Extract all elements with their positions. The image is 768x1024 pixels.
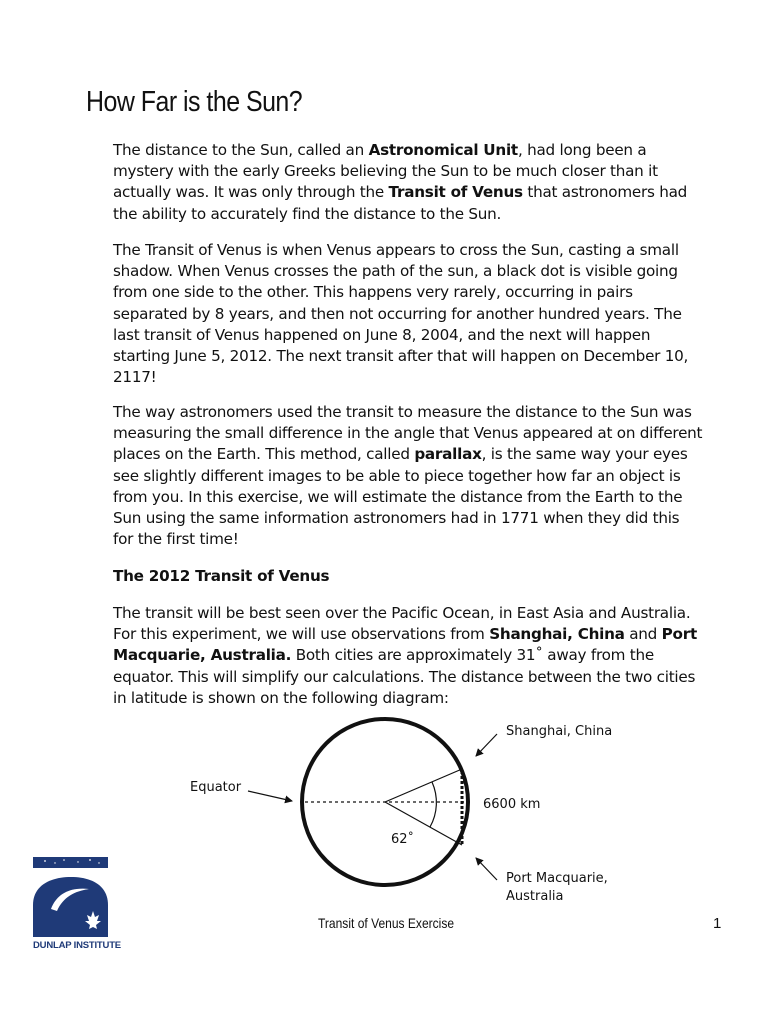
dunlap-institute-logo [33, 857, 111, 952]
port-macquarie-arrow [476, 858, 497, 880]
page-number: 1 [713, 915, 722, 932]
bold-term-astronomical-unit: Astronomical Unit [368, 141, 518, 159]
paragraph-transit-description: The Transit of Venus is when Venus appears to cross the Sun, casting a small shadow. When Venus crosses the path of the sun, a black dot is visible going from one side to the other. This happens very rarely, occurring in pairs separated by 8 years, and then not occurring for another hundred years. The last transit of Venus happened on June 8, 2004, and the next will happen starting June 5, 2012. The next transit after that will happen on December 10, 2117! [113, 241, 689, 387]
label-shanghai: Shanghai, China [506, 724, 613, 739]
text-run: The way astronomers used the transit to measure the distance to the Sun was measuring the small difference in the angle that Venus appeared at on different places on the Earth. This method, called [113, 403, 703, 464]
bold-term-shanghai: Shanghai, China [489, 625, 625, 644]
text-run: , is the same way your eyes see slightly different images to be able to piece together how far an object is from you. In this exercise, we will estimate the distance from the Earth to the Sun using the same information astronomers had in 1771 when they did this for the first time! [113, 445, 688, 549]
page-title: How Far is the Sun? [86, 86, 303, 118]
label-port-macquarie: Port Macquarie, [506, 871, 608, 886]
footer-title: Transit of Venus Exercise [318, 915, 455, 931]
text-run: Both cities are approximately 31˚ away from the equator. This will simplify our calculations. The distance between the two cities in latitude is shown on the following diagram: [113, 646, 696, 707]
label-equator: Equator [190, 780, 242, 795]
text-run: that astronomers had the ability to accurately find the distance to the Sun. [113, 183, 688, 223]
label-australia: Australia [506, 889, 564, 904]
bold-term-port-macquarie: Port Macquarie, Australia. [113, 625, 697, 665]
bold-term-parallax: parallax [414, 445, 482, 464]
angle-arc [430, 782, 436, 827]
text-run: The transit will be best seen over the Pacific Ocean, in East Asia and Australia. For this experiment, we will use observations from [113, 604, 691, 644]
logo-text: DUNLAP INSTITUTE [33, 940, 121, 951]
logo-star-band [33, 857, 108, 868]
text-run: , had long been a mystery with the early Greeks believing the Sun to be much closer than it actually was. It was only through the [113, 141, 658, 202]
label-distance: 6600 km [483, 797, 541, 812]
section-heading: The 2012 Transit of Venus [113, 567, 330, 585]
shanghai-arrow [476, 734, 497, 756]
bold-term-transit-of-venus: Transit of Venus [388, 183, 523, 202]
label-angle: 62˚ [391, 832, 415, 847]
text-run: The distance to the Sun, called an [113, 141, 369, 159]
text-run: and [624, 625, 662, 644]
equator-arrow [248, 791, 292, 801]
shanghai-radius [385, 769, 462, 802]
